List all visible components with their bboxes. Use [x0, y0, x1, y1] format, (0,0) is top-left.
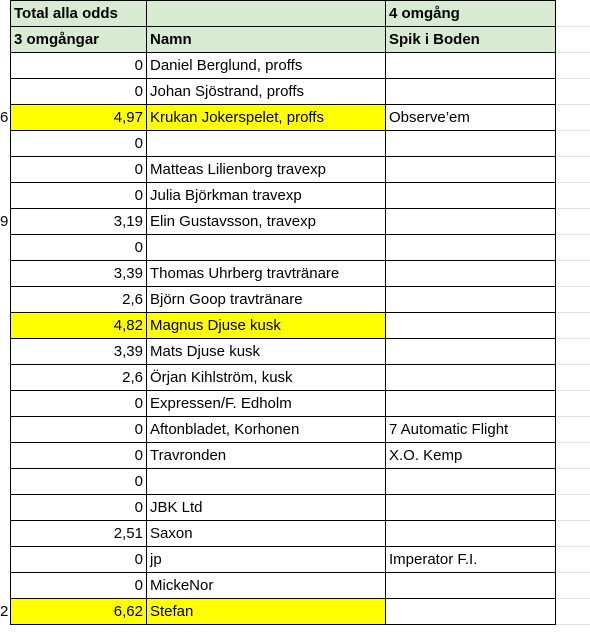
edge-cell[interactable] — [0, 157, 10, 183]
empty-cell[interactable] — [556, 209, 590, 235]
edge-cell-value: 2 — [0, 603, 9, 620]
odds-cell[interactable]: 0 — [10, 53, 146, 79]
edge-cell-value: 6 — [0, 109, 9, 126]
name-cell[interactable]: Expressen/F. Edholm — [146, 391, 385, 417]
name-cell[interactable]: Magnus Djuse kusk — [146, 313, 385, 339]
header-row-1 — [0, 1, 590, 27]
edge-cell[interactable] — [0, 79, 10, 105]
empty-cell[interactable] — [556, 183, 590, 209]
odds-cell[interactable]: 0 — [10, 79, 146, 105]
odds-cell[interactable]: 0 — [10, 391, 146, 417]
odds-cell[interactable]: 0 — [10, 183, 146, 209]
table-row — [0, 287, 590, 313]
empty-cell[interactable] — [556, 53, 590, 79]
spik-cell[interactable]: Imperator F.I. — [385, 547, 556, 573]
edge-cell[interactable] — [0, 599, 10, 625]
odds-cell[interactable]: 0 — [10, 573, 146, 599]
name-cell[interactable]: JBK Ltd — [146, 495, 385, 521]
name-cell[interactable]: Stefan — [146, 599, 385, 625]
empty-cell[interactable] — [556, 287, 590, 313]
table-row — [0, 131, 590, 157]
spik-cell[interactable] — [385, 365, 556, 391]
empty-cell[interactable] — [556, 495, 590, 521]
spik-cell[interactable] — [385, 131, 556, 157]
spik-cell[interactable] — [385, 313, 556, 339]
empty-cell[interactable] — [556, 417, 590, 443]
name-cell[interactable]: Saxon — [146, 521, 385, 547]
edge-cell[interactable] — [0, 547, 10, 573]
spik-cell[interactable] — [385, 339, 556, 365]
odds-cell[interactable]: 3,19 — [10, 209, 146, 235]
table-row — [0, 79, 590, 105]
table-row — [0, 105, 590, 131]
odds-cell[interactable]: 0 — [10, 235, 146, 261]
empty-cell[interactable] — [556, 157, 590, 183]
table-row — [0, 53, 590, 79]
odds-cell[interactable]: 0 — [10, 131, 146, 157]
odds-cell[interactable]: 0 — [10, 469, 146, 495]
odds-cell[interactable]: 2,51 — [10, 521, 146, 547]
edge-cell[interactable] — [0, 27, 10, 53]
edge-cell[interactable] — [0, 287, 10, 313]
name-cell[interactable]: jp — [146, 547, 385, 573]
odds-cell[interactable]: 6,62 — [10, 599, 146, 625]
edge-cell[interactable] — [0, 339, 10, 365]
empty-cell[interactable] — [556, 79, 590, 105]
name-cell[interactable]: Travronden — [146, 443, 385, 469]
header-spik-cell[interactable]: Spik i Boden — [385, 27, 556, 53]
table-row — [0, 547, 590, 573]
edge-cell[interactable] — [0, 53, 10, 79]
spik-cell[interactable] — [385, 157, 556, 183]
name-cell[interactable] — [146, 469, 385, 495]
spik-cell[interactable] — [385, 287, 556, 313]
header-odds-cell[interactable]: Total alla odds — [10, 1, 146, 27]
empty-cell[interactable] — [556, 573, 590, 599]
table-row — [0, 469, 590, 495]
spik-cell[interactable]: Observe’em — [385, 105, 556, 131]
empty-cell[interactable] — [556, 261, 590, 287]
empty-cell[interactable] — [556, 339, 590, 365]
table-row — [0, 521, 590, 547]
empty-cell[interactable] — [556, 599, 590, 625]
spik-cell[interactable] — [385, 53, 556, 79]
odds-cell[interactable]: 0 — [10, 547, 146, 573]
header-row-2 — [0, 27, 590, 53]
empty-cell[interactable] — [556, 365, 590, 391]
empty-cell[interactable] — [556, 469, 590, 495]
name-cell[interactable] — [146, 235, 385, 261]
edge-cell[interactable] — [0, 131, 10, 157]
edge-cell[interactable] — [0, 313, 10, 339]
table-row — [0, 365, 590, 391]
empty-cell[interactable] — [556, 1, 590, 27]
edge-cell[interactable] — [0, 391, 10, 417]
table-row — [0, 599, 590, 625]
edge-cell[interactable] — [0, 573, 10, 599]
empty-cell[interactable] — [556, 131, 590, 157]
odds-cell[interactable]: 2,6 — [10, 365, 146, 391]
edge-cell[interactable] — [0, 1, 10, 27]
spik-cell[interactable] — [385, 209, 556, 235]
spik-cell[interactable] — [385, 235, 556, 261]
odds-cell[interactable]: 0 — [10, 157, 146, 183]
table-row — [0, 209, 590, 235]
odds-cell[interactable]: 3,39 — [10, 261, 146, 287]
name-cell[interactable]: Örjan Kihlström, kusk — [146, 365, 385, 391]
odds-cell[interactable]: 4,82 — [10, 313, 146, 339]
table-row — [0, 443, 590, 469]
edge-cell[interactable] — [0, 469, 10, 495]
odds-cell[interactable]: 4,97 — [10, 105, 146, 131]
edge-cell[interactable] — [0, 365, 10, 391]
empty-cell[interactable] — [556, 105, 590, 131]
empty-cell[interactable] — [556, 27, 590, 53]
spik-cell[interactable] — [385, 261, 556, 287]
table-row — [0, 573, 590, 599]
name-cell[interactable]: Elin Gustavsson, travexp — [146, 209, 385, 235]
spik-cell[interactable] — [385, 183, 556, 209]
edge-cell[interactable] — [0, 495, 10, 521]
header-name-cell[interactable] — [146, 1, 385, 27]
edge-cell[interactable] — [0, 105, 10, 131]
empty-cell[interactable] — [556, 521, 590, 547]
name-cell[interactable]: MickeNor — [146, 573, 385, 599]
table-row — [0, 235, 590, 261]
empty-cell[interactable] — [556, 547, 590, 573]
edge-cell[interactable] — [0, 209, 10, 235]
spik-cell[interactable] — [385, 521, 556, 547]
odds-cell[interactable]: 3,39 — [10, 339, 146, 365]
spik-cell[interactable] — [385, 79, 556, 105]
name-cell[interactable] — [146, 131, 385, 157]
edge-cell[interactable] — [0, 443, 10, 469]
spik-cell[interactable]: 7 Automatic Flight — [385, 417, 556, 443]
table-row — [0, 261, 590, 287]
edge-cell[interactable] — [0, 235, 10, 261]
table-row — [0, 417, 590, 443]
edge-cell-value: 9 — [0, 213, 9, 230]
edge-cell[interactable] — [0, 183, 10, 209]
header-odds-cell[interactable]: 3 omgångar — [10, 27, 146, 53]
name-cell[interactable]: Daniel Berglund, proffs — [146, 53, 385, 79]
table-row — [0, 495, 590, 521]
name-cell[interactable]: Johan Sjöstrand, proffs — [146, 79, 385, 105]
empty-cell[interactable] — [556, 235, 590, 261]
edge-cell[interactable] — [0, 521, 10, 547]
empty-cell[interactable] — [556, 443, 590, 469]
name-cell[interactable]: Björn Goop travtränare — [146, 287, 385, 313]
spik-cell[interactable] — [385, 469, 556, 495]
spik-cell[interactable] — [385, 573, 556, 599]
name-cell[interactable]: Krukan Jokerspelet, proffs — [146, 105, 385, 131]
table-row — [0, 391, 590, 417]
header-name-cell[interactable]: Namn — [146, 27, 385, 53]
odds-cell[interactable]: 0 — [10, 417, 146, 443]
table-row — [0, 157, 590, 183]
odds-cell[interactable]: 0 — [10, 495, 146, 521]
odds-cell[interactable]: 0 — [10, 443, 146, 469]
spik-cell[interactable]: X.O. Kemp — [385, 443, 556, 469]
header-spik-cell[interactable]: 4 omgång — [385, 1, 556, 27]
table-row — [0, 339, 590, 365]
edge-cell[interactable] — [0, 261, 10, 287]
odds-cell[interactable]: 2,6 — [10, 287, 146, 313]
edge-cell[interactable] — [0, 417, 10, 443]
spik-cell[interactable] — [385, 495, 556, 521]
table-row — [0, 183, 590, 209]
name-cell[interactable]: Matteas Lilienborg travexp — [146, 157, 385, 183]
name-cell[interactable]: Julia Björkman travexp — [146, 183, 385, 209]
name-cell[interactable]: Thomas Uhrberg travtränare — [146, 261, 385, 287]
table-row — [0, 313, 590, 339]
name-cell[interactable]: Aftonbladet, Korhonen — [146, 417, 385, 443]
spik-cell[interactable] — [385, 599, 556, 625]
empty-cell[interactable] — [556, 391, 590, 417]
spik-cell[interactable] — [385, 391, 556, 417]
empty-cell[interactable] — [556, 313, 590, 339]
name-cell[interactable]: Mats Djuse kusk — [146, 339, 385, 365]
